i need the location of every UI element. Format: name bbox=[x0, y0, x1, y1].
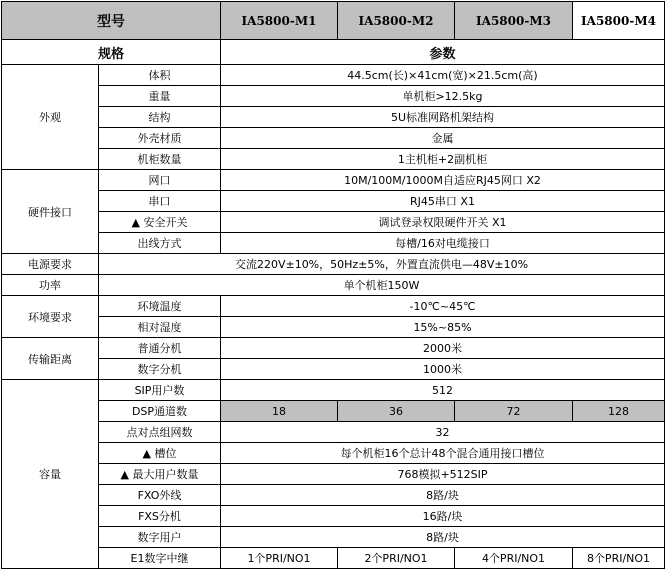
row-label: 点对点组网数 bbox=[99, 422, 221, 443]
table-row bbox=[2, 65, 665, 86]
group-appearance: 外观 bbox=[2, 65, 99, 170]
table-row bbox=[2, 212, 665, 233]
row-value: 2000米 bbox=[221, 338, 665, 359]
row-label: 重量 bbox=[99, 86, 221, 107]
table-row bbox=[2, 149, 665, 170]
row-value: 单机柜>12.5kg bbox=[221, 86, 665, 107]
group-distance: 传输距离 bbox=[2, 338, 99, 380]
table-row bbox=[2, 443, 665, 464]
row-label: ▲ 安全开关 bbox=[99, 212, 221, 233]
dsp-value-m3: 72 bbox=[455, 401, 573, 422]
table-row bbox=[2, 275, 665, 296]
e1-value-m1: 1个PRI/NO1 bbox=[221, 548, 338, 569]
row-label: 数字分机 bbox=[99, 359, 221, 380]
row-label: 网口 bbox=[99, 170, 221, 191]
row-value: -10℃~45℃ bbox=[221, 296, 665, 317]
row-value: 32 bbox=[221, 422, 665, 443]
row-label: 相对湿度 bbox=[99, 317, 221, 338]
dsp-value-m4: 128 bbox=[573, 401, 665, 422]
dsp-value-m1: 18 bbox=[221, 401, 338, 422]
table-row bbox=[2, 317, 665, 338]
e1-value-m4: 8个PRI/NO1 bbox=[573, 548, 665, 569]
row-label: 数字用户 bbox=[99, 527, 221, 548]
param-label: 参数 bbox=[221, 40, 665, 65]
row-label: E1数字中继 bbox=[99, 548, 221, 569]
table-row bbox=[2, 506, 665, 527]
row-value: 5U标准网路机架结构 bbox=[221, 107, 665, 128]
row-value: 1主机柜+2副机柜 bbox=[221, 149, 665, 170]
table-row bbox=[2, 296, 665, 317]
row-value: 15%~85% bbox=[221, 317, 665, 338]
row-label: 外壳材质 bbox=[99, 128, 221, 149]
row-value: RJ45串口 X1 bbox=[221, 191, 665, 212]
row-value: 每槽/16对电缆接口 bbox=[221, 233, 665, 254]
row-label: DSP通道数 bbox=[99, 401, 221, 422]
row-value: 单个机柜150W bbox=[99, 275, 665, 296]
table-row bbox=[2, 107, 665, 128]
table-row bbox=[2, 380, 665, 401]
table-row bbox=[2, 422, 665, 443]
row-value: 512 bbox=[221, 380, 665, 401]
table-row bbox=[2, 527, 665, 548]
row-label: SIP用户数 bbox=[99, 380, 221, 401]
row-label: 出线方式 bbox=[99, 233, 221, 254]
table-row bbox=[2, 338, 665, 359]
row-label: FXO外线 bbox=[99, 485, 221, 506]
table-row bbox=[2, 191, 665, 212]
group-capacity: 容量 bbox=[2, 380, 99, 569]
table-row bbox=[2, 86, 665, 107]
group-hardware: 硬件接口 bbox=[2, 170, 99, 254]
row-label: FXS分机 bbox=[99, 506, 221, 527]
row-value: 44.5cm(长)×41cm(宽)×21.5cm(高) bbox=[221, 65, 665, 86]
model-m1: IA5800-M1 bbox=[221, 2, 338, 40]
dsp-value-m2: 36 bbox=[338, 401, 455, 422]
row-label: ▲ 最大用户数量 bbox=[99, 464, 221, 485]
group-power: 电源要求 bbox=[2, 254, 99, 275]
model-m3: IA5800-M3 bbox=[455, 2, 573, 40]
row-label: 普通分机 bbox=[99, 338, 221, 359]
row-value: 1000米 bbox=[221, 359, 665, 380]
spec-header-row bbox=[2, 40, 665, 65]
model-m4: IA5800-M4 bbox=[573, 2, 665, 40]
model-label: 型号 bbox=[2, 2, 221, 40]
table-row bbox=[2, 170, 665, 191]
row-value: 金属 bbox=[221, 128, 665, 149]
table-row bbox=[2, 401, 665, 422]
spec-table bbox=[1, 1, 665, 569]
e1-value-m3: 4个PRI/NO1 bbox=[455, 548, 573, 569]
row-value: 8路/块 bbox=[221, 527, 665, 548]
table-row bbox=[2, 359, 665, 380]
row-value: 每个机柜16个总计48个混合通用接口槽位 bbox=[221, 443, 665, 464]
row-label: ▲ 槽位 bbox=[99, 443, 221, 464]
model-m2: IA5800-M2 bbox=[338, 2, 455, 40]
table-row bbox=[2, 233, 665, 254]
row-value: 768模拟+512SIP bbox=[221, 464, 665, 485]
row-value: 调试登录权限硬件开关 X1 bbox=[221, 212, 665, 233]
row-label: 结构 bbox=[99, 107, 221, 128]
row-label: 体积 bbox=[99, 65, 221, 86]
table-row bbox=[2, 254, 665, 275]
spec-label: 规格 bbox=[2, 40, 221, 65]
e1-value-m2: 2个PRI/NO1 bbox=[338, 548, 455, 569]
row-label: 机柜数量 bbox=[99, 149, 221, 170]
table-row bbox=[2, 128, 665, 149]
table-row bbox=[2, 464, 665, 485]
row-value: 10M/100M/1000M自适应RJ45网口 X2 bbox=[221, 170, 665, 191]
table-row bbox=[2, 485, 665, 506]
row-label: 串口 bbox=[99, 191, 221, 212]
row-value: 8路/块 bbox=[221, 485, 665, 506]
group-environment: 环境要求 bbox=[2, 296, 99, 338]
row-label: 环境温度 bbox=[99, 296, 221, 317]
group-wattage: 功率 bbox=[2, 275, 99, 296]
table-row bbox=[2, 548, 665, 569]
row-value: 交流220V±10%，50Hz±5%，外置直流供电—48V±10% bbox=[99, 254, 665, 275]
model-header-row bbox=[2, 2, 665, 40]
row-value: 16路/块 bbox=[221, 506, 665, 527]
